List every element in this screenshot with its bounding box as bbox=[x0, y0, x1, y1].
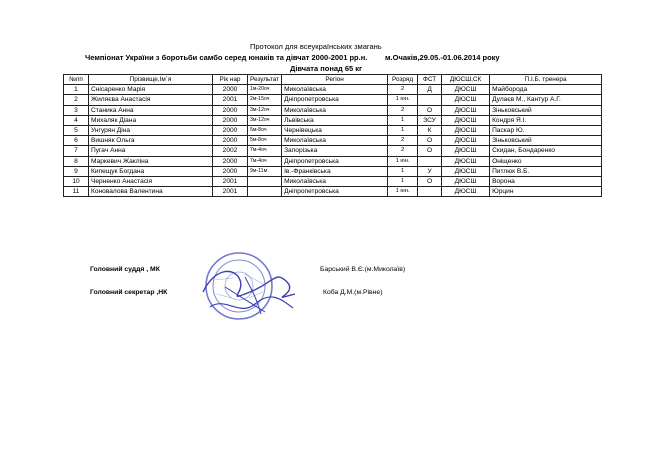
cell-birth-year: 2000 bbox=[213, 85, 248, 95]
cell-rank: 2 bbox=[388, 105, 418, 115]
cell-school: ДЮСШ bbox=[442, 176, 490, 186]
table-row bbox=[64, 166, 602, 176]
cell-fst: О bbox=[418, 105, 442, 115]
cell-coach: Зіньковський bbox=[490, 136, 602, 146]
col-header-name: Прізвище,Ім`я bbox=[89, 75, 213, 85]
cell-fst bbox=[418, 187, 442, 197]
cell-result bbox=[248, 176, 282, 186]
col-header-fst: ФСТ bbox=[418, 75, 442, 85]
cell-region: Дніпропетровська bbox=[282, 156, 388, 166]
cell-number: 8 bbox=[64, 156, 89, 166]
cell-name: Жиляєва Анастасія bbox=[89, 95, 213, 105]
table-body bbox=[64, 85, 602, 197]
cell-rank: 1 юн. bbox=[388, 187, 418, 197]
cell-rank: 1 bbox=[388, 166, 418, 176]
table-row bbox=[64, 146, 602, 156]
cell-birth-year: 2000 bbox=[213, 156, 248, 166]
cell-rank: 2 bbox=[388, 136, 418, 146]
cell-result: 1м-20оч bbox=[248, 85, 282, 95]
table-row bbox=[64, 115, 602, 125]
cell-name: Черненко Анастасія bbox=[89, 176, 213, 186]
table-row bbox=[64, 95, 602, 105]
cell-coach: Оніщенко bbox=[490, 156, 602, 166]
cell-result bbox=[248, 187, 282, 197]
cell-fst: Д bbox=[418, 85, 442, 95]
cell-number: 1 bbox=[64, 85, 89, 95]
cell-birth-year: 2000 bbox=[213, 115, 248, 125]
cell-school: ДЮСШ bbox=[442, 125, 490, 135]
document-title: Протокол для всеукраїнських змагань bbox=[250, 42, 382, 51]
cell-coach: Питлюк В.Б. bbox=[490, 166, 602, 176]
cell-coach: Юрцин bbox=[490, 187, 602, 197]
cell-result: 7м-4оч bbox=[248, 156, 282, 166]
cell-region: Ів.-Франківська bbox=[282, 166, 388, 176]
cell-result: 2м-15оч bbox=[248, 95, 282, 105]
cell-rank: 1 юн. bbox=[388, 95, 418, 105]
cell-result: 9м-11м bbox=[248, 166, 282, 176]
cell-birth-year: 2001 bbox=[213, 187, 248, 197]
cell-region: Чернівецька bbox=[282, 125, 388, 135]
cell-birth-year: 2001 bbox=[213, 95, 248, 105]
cell-coach: Паскар Ю. bbox=[490, 125, 602, 135]
cell-school: ДЮСШ bbox=[442, 187, 490, 197]
cell-rank: 2 bbox=[388, 146, 418, 156]
signature-scribble bbox=[195, 262, 305, 322]
col-header-rank: Розряд bbox=[388, 75, 418, 85]
championship-name: Чемпіонат України з боротьби самбо серед юнаків та дівчат 2000-2001 рр.н. bbox=[85, 53, 368, 62]
cell-name: Унгурян Діна bbox=[89, 125, 213, 135]
table-row bbox=[64, 156, 602, 166]
cell-fst: ЗСУ bbox=[418, 115, 442, 125]
cell-name: Михаляк Діана bbox=[89, 115, 213, 125]
chief-secretary-label: Головний секретар ,НК bbox=[90, 289, 168, 296]
cell-rank: 1 юн. bbox=[388, 156, 418, 166]
cell-region: Дніпропетровська bbox=[282, 95, 388, 105]
cell-school: ДЮСШ bbox=[442, 136, 490, 146]
cell-birth-year: 2000 bbox=[213, 105, 248, 115]
table-row bbox=[64, 125, 602, 135]
cell-rank: 1 bbox=[388, 125, 418, 135]
cell-school: ДЮСШ bbox=[442, 95, 490, 105]
cell-fst: О bbox=[418, 136, 442, 146]
results-table bbox=[63, 74, 602, 197]
table-header-row bbox=[64, 75, 602, 85]
cell-name: Коновалова Валентина bbox=[89, 187, 213, 197]
cell-result: 3м-12оч bbox=[248, 115, 282, 125]
cell-rank: 1 bbox=[388, 176, 418, 186]
cell-result: 5м-8оч bbox=[248, 125, 282, 135]
cell-region: Миколаївська bbox=[282, 85, 388, 95]
cell-number: 6 bbox=[64, 136, 89, 146]
cell-fst bbox=[418, 95, 442, 105]
weight-category: Дівчата понад 65 кг bbox=[290, 64, 363, 73]
chief-judge-name: Барський В.Є.(м.Миколаїв) bbox=[320, 266, 406, 273]
cell-region: Запорізька bbox=[282, 146, 388, 156]
col-header-region: Регіон bbox=[282, 75, 388, 85]
cell-fst: У bbox=[418, 166, 442, 176]
cell-birth-year: 2000 bbox=[213, 166, 248, 176]
cell-fst bbox=[418, 156, 442, 166]
cell-result: 3м-12оч bbox=[248, 105, 282, 115]
cell-fst: К bbox=[418, 125, 442, 135]
cell-result: 7м-4оч bbox=[248, 146, 282, 156]
chief-judge-label: Головний суддя , МК bbox=[90, 266, 160, 273]
cell-region: Львівська bbox=[282, 115, 388, 125]
col-header-result: Результат bbox=[248, 75, 282, 85]
cell-name: Кипещук Богдана bbox=[89, 166, 213, 176]
cell-number: 3 bbox=[64, 105, 89, 115]
cell-number: 10 bbox=[64, 176, 89, 186]
cell-number: 5 bbox=[64, 125, 89, 135]
table-row bbox=[64, 85, 602, 95]
cell-number: 11 bbox=[64, 187, 89, 197]
cell-birth-year: 2002 bbox=[213, 146, 248, 156]
cell-school: ДЮСШ bbox=[442, 156, 490, 166]
cell-school: ДЮСШ bbox=[442, 146, 490, 156]
cell-number: 2 bbox=[64, 95, 89, 105]
cell-fst: О bbox=[418, 146, 442, 156]
cell-name: Маркевич Жакліна bbox=[89, 156, 213, 166]
cell-birth-year: 2000 bbox=[213, 125, 248, 135]
col-header-number: №пп bbox=[64, 75, 89, 85]
cell-region: Миколаївська bbox=[282, 136, 388, 146]
cell-rank: 1 bbox=[388, 115, 418, 125]
chief-secretary-name: Коба Д.М.(м.Рівне) bbox=[323, 289, 383, 296]
cell-coach: Кондря Я.І. bbox=[490, 115, 602, 125]
cell-name: Станика Анна bbox=[89, 105, 213, 115]
cell-number: 7 bbox=[64, 146, 89, 156]
cell-rank: 2 bbox=[388, 85, 418, 95]
cell-region: Дніпропетровська bbox=[282, 187, 388, 197]
cell-region: Миколаївська bbox=[282, 176, 388, 186]
cell-coach: Майборода bbox=[490, 85, 602, 95]
cell-name: Пугач Анна bbox=[89, 146, 213, 156]
cell-coach: Зіньковський bbox=[490, 105, 602, 115]
cell-birth-year: 2000 bbox=[213, 136, 248, 146]
cell-coach: Дулаєв М., Кантур А.Г. bbox=[490, 95, 602, 105]
table-row bbox=[64, 176, 602, 186]
cell-school: ДЮСШ bbox=[442, 166, 490, 176]
table-row bbox=[64, 105, 602, 115]
col-header-coach: П.І.Б. тренера bbox=[490, 75, 602, 85]
cell-result: 5м-8оч bbox=[248, 136, 282, 146]
cell-name: Снісаренко Марія bbox=[89, 85, 213, 95]
cell-school: ДЮСШ bbox=[442, 115, 490, 125]
championship-subtitle bbox=[85, 53, 500, 62]
table-row bbox=[64, 187, 602, 197]
cell-coach: Скидан, Бондаренко bbox=[490, 146, 602, 156]
cell-name: Вишняк Ольга bbox=[89, 136, 213, 146]
col-header-school: ДЮСШ,СК bbox=[442, 75, 490, 85]
cell-coach: Ворона bbox=[490, 176, 602, 186]
col-header-birth-year: Рік нар bbox=[213, 75, 248, 85]
cell-school: ДЮСШ bbox=[442, 105, 490, 115]
cell-fst: О bbox=[418, 176, 442, 186]
cell-birth-year: 2001 bbox=[213, 176, 248, 186]
cell-region: Миколаївська bbox=[282, 105, 388, 115]
table-row bbox=[64, 136, 602, 146]
location-date: м.Очаків,29.05.-01.06.2014 року bbox=[385, 53, 500, 62]
cell-number: 9 bbox=[64, 166, 89, 176]
cell-number: 4 bbox=[64, 115, 89, 125]
cell-school: ДЮСШ bbox=[442, 85, 490, 95]
